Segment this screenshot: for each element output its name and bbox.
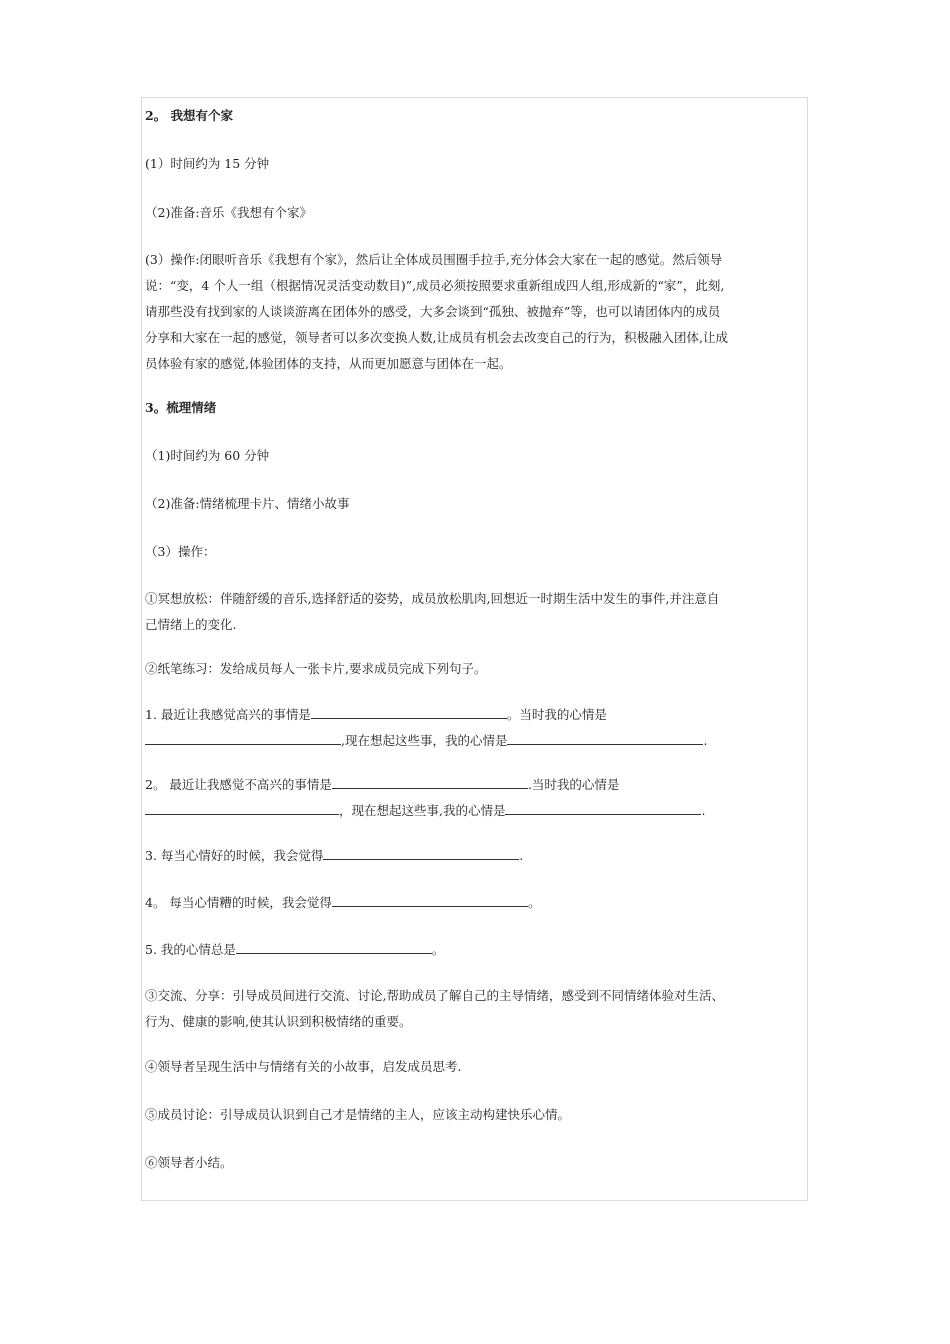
- answer-blank[interactable]: [311, 704, 507, 719]
- step-3-line: 行为、健康的影响,使其认识到积极情绪的重要。: [145, 1014, 412, 1029]
- section-2-operation: [145, 248, 805, 376]
- question-1-text: ,现在想起这些事，我的心情是: [341, 733, 508, 748]
- question-2: [145, 773, 805, 823]
- section-2-title: 2。 我想有个家: [145, 108, 234, 123]
- answer-blank[interactable]: [332, 892, 528, 907]
- question-5-text: 5. 我的心情总是: [145, 942, 236, 957]
- section-3-operation-label: （3）操作：: [145, 544, 216, 559]
- step-2: ②纸笔练习：发给成员每人一张卡片,要求成员完成下列句子。: [145, 661, 487, 676]
- section-2-prep: （2)准备:音乐《我想有个家》: [145, 205, 313, 220]
- step-3: [145, 984, 805, 1034]
- question-3: [145, 844, 805, 868]
- section-3-title: 3。梳理情绪: [145, 400, 217, 415]
- answer-blank[interactable]: [507, 730, 703, 745]
- answer-blank[interactable]: [145, 730, 341, 745]
- question-2-text: 2。 最近让我感觉不高兴的事情是: [145, 777, 332, 792]
- step-3-line: ③交流、分享：引导成员间进行交流、讨论,帮助成员了解自己的主导情绪，感受到不同情绪体验对生活、: [145, 988, 724, 1003]
- question-1-text: 1. 最近让我感觉高兴的事情是: [145, 707, 311, 722]
- step-5: ⑤成员讨论：引导成员认识到自己才是情绪的主人，应该主动构建快乐心情。: [145, 1107, 571, 1122]
- question-3-text: 3. 每当心情好的时候，我会觉得: [145, 848, 324, 863]
- section-2-time: (1）时间约为 15 分钟: [145, 156, 270, 171]
- answer-blank[interactable]: [236, 939, 432, 954]
- step-6: ⑥领导者小结。: [145, 1155, 233, 1170]
- question-2-text: .当时我的心情是: [527, 777, 620, 792]
- section-2-operation-line: 请那些没有找到家的人谈谈游离在团体外的感受，大多会谈到“孤独、被抛弃”等，也可以请团体内的成员: [145, 304, 721, 319]
- question-4: [145, 891, 805, 915]
- document-body: [145, 104, 805, 1175]
- question-1: [145, 703, 805, 753]
- section-3-prep: （2)准备:情绪梳理卡片、情绪小故事: [145, 496, 350, 511]
- step-1: [145, 587, 805, 637]
- answer-blank[interactable]: [323, 845, 519, 860]
- answer-blank[interactable]: [505, 800, 701, 815]
- question-4-text: 4。 每当心情糟的时候，我会觉得: [145, 895, 332, 910]
- section-2-operation-line: (3）操作:闭眼听音乐《我想有个家》，然后让全体成员围圈手拉手,充分体会大家在一起的感觉。然后领导: [145, 252, 723, 267]
- section-2-operation-line: 员体验有家的感觉,体验团体的支持，从而更加愿意与团体在一起。: [145, 356, 512, 371]
- section-2-operation-line: 分享和大家在一起的感觉，领导者可以多次变换人数,让成员有机会去改变自己的行为，积极融入团体,让成: [145, 330, 728, 345]
- question-5-text: 。: [431, 942, 445, 957]
- section-3-time: （1)时间约为 60 分钟: [145, 448, 270, 463]
- question-1-text: 。当时我的心情是: [506, 707, 607, 722]
- section-2-operation-line: 说：“变，4 个人一组（根据情况灵活变动数目)”,成员必须按照要求重新组成四人组,形成新的“家”，此刻,: [145, 278, 725, 293]
- answer-blank[interactable]: [332, 774, 528, 789]
- answer-blank[interactable]: [145, 800, 339, 815]
- question-1-text: .: [703, 733, 708, 748]
- step-1-line: ①冥想放松：伴随舒缓的音乐,选择舒适的姿势，成员放松肌肉,回想近一时期生活中发生的事件,并注意自: [145, 591, 720, 606]
- question-4-text: 。: [527, 895, 541, 910]
- step-1-line: 己情绪上的变化.: [145, 617, 237, 632]
- question-5: [145, 938, 805, 962]
- question-3-text: .: [519, 848, 524, 863]
- question-2-text: .: [701, 803, 706, 818]
- question-2-text: ，现在想起这些事,我的心情是: [339, 803, 506, 818]
- step-4: ④领导者呈现生活中与情绪有关的小故事，启发成员思考.: [145, 1059, 462, 1074]
